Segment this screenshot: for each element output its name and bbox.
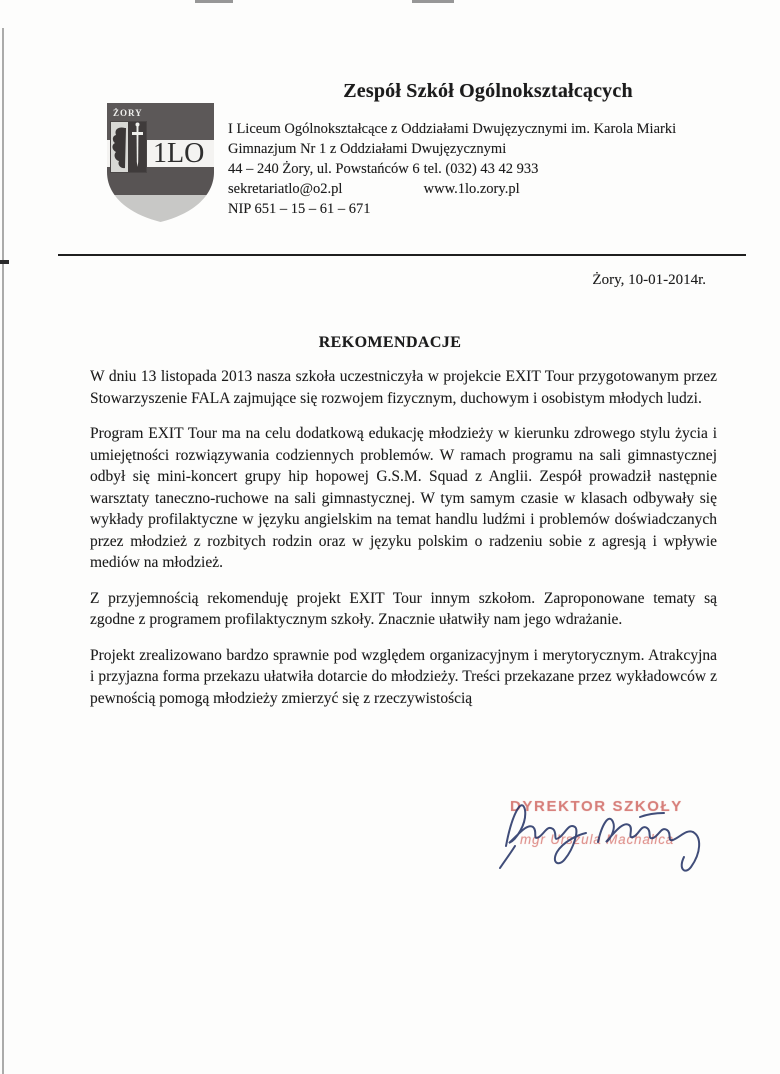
date-line: Żory, 10-01-2014r. <box>592 272 706 288</box>
organization-name: Zespół Szkół Ogólnokształcących <box>343 80 633 102</box>
stamp-director-name: mgr Urszula Machalica <box>520 832 675 847</box>
handwritten-signature <box>492 780 732 880</box>
scan-edge-line <box>2 28 4 1074</box>
school-crest-icon <box>103 100 218 225</box>
scan-artifact <box>0 260 9 264</box>
paragraph-2: Program EXIT Tour ma na celu dodatkową edukację młodzieży w kierunku zdrowego stylu życia i umiejętności rozwiązywania codziennych problemów. W ramach programu na sali gimnastycznej odbył się mini-koncert grupy hip hopowej G.S.M. Squad z Anglii. Zespół prowadził następnie warsztaty taneczno-ruchowe na sali gimnastycznej. W tym samym czasie w klasach odbywały się wykłady profilaktyczne w języku angielskim na temat handlu ludźmi i problemów doświadczanych przez młodzież z rozbitych rodzin oraz w języku polskim o radzeniu sobie z agresją i wpływie mediów na młodzież. <box>90 425 717 571</box>
school-line-2: Gimnazjum Nr 1 z Oddziałami Dwujęzycznymi <box>228 141 507 157</box>
horizontal-rule <box>58 254 746 256</box>
scan-artifact <box>195 0 233 3</box>
phone-number: tel. (032) 43 42 933 <box>423 161 539 177</box>
stamp-director-title: DYREKTOR SZKOŁY <box>510 798 683 815</box>
document-title: REKOMENDACJE <box>318 334 462 351</box>
scan-artifact <box>412 0 454 3</box>
letter-body <box>90 366 717 723</box>
paragraph-4: Projekt zrealizowano bardzo sprawnie pod względem organizacyjnym i merytorycznym. Atrakcyjna i przyjazna forma przekazu ułatwiła dotarcie do młodzieży. Treści przekazane przez wykładowców z pewnością pomogą młodzieży zmierzyć się z rzeczywistością <box>90 646 717 707</box>
letterhead-details <box>228 119 748 219</box>
postal-address: 44 – 240 Żory, ul. Powstańców 6 <box>228 161 420 177</box>
school-line-1: I Liceum Ogólnokształcące z Oddziałami Dwujęzycznymi im. Karola Miarki <box>228 121 677 137</box>
nip-number: NIP 651 – 15 – 61 – 671 <box>228 201 371 217</box>
address-phone-row <box>228 159 748 179</box>
signature-block <box>492 780 732 880</box>
paragraph-3: Z przyjemnością rekomenduję projekt EXIT Tour innym szkołom. Zaproponowane tematy są zgodne z programem profilaktycznym szkoły. Znacznie ułatwiły nam jego wdrażanie. <box>90 589 717 628</box>
website-url: www.1lo.zory.pl <box>423 181 520 197</box>
email-website-row <box>228 179 748 199</box>
school-logo <box>103 100 218 230</box>
email-address: sekretariatlo@o2.pl <box>228 181 343 197</box>
logo-city-label: ŻORY <box>113 108 143 118</box>
paragraph-1: W dniu 13 listopada 2013 nasza szkoła uczestniczyła w projekcie EXIT Tour przygotowanym przez Stowarzyszenie FALA zajmujące się rozwojem fizycznym, duchowym i osobistym młodych ludzi. <box>90 368 717 407</box>
logo-school-label: 1LO <box>153 138 205 169</box>
